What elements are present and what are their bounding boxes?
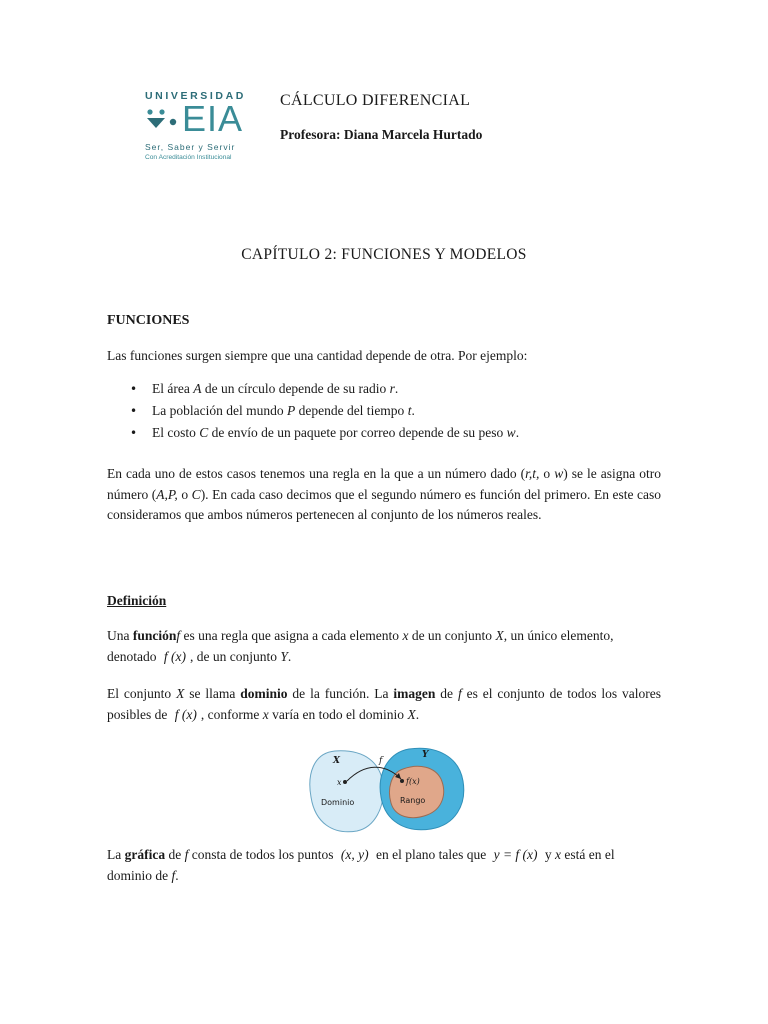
image-point	[400, 779, 404, 783]
set-y-label: Y	[422, 750, 429, 760]
arrow-label: f	[379, 756, 383, 766]
domain-point	[343, 780, 347, 784]
definition-heading: Definición	[107, 593, 167, 608]
definition-paragraph: Una funciónf es una regla que asigna a cada elemento x de un conjunto X, un único elemento, denotado f (x) , de un conjunto Y.	[107, 628, 614, 664]
math-expression: y = f (x)	[493, 847, 538, 862]
logo-name: EIA	[182, 98, 244, 139]
logo-university-text: UNIVERSIDAD	[145, 90, 246, 102]
course-title: CÁLCULO DIFERENCIAL	[280, 92, 471, 109]
section-title: FUNCIONES	[107, 313, 190, 328]
point-label: x	[337, 778, 342, 787]
list-item: • El área A de un círculo depende de su radio r.	[130, 378, 519, 400]
list-item: • La población del mundo P depende del tiempo t.	[130, 400, 519, 422]
math-expression: f (x)	[174, 706, 197, 722]
range-set	[390, 766, 444, 817]
list-item: • El costo C de envío de un paquete por correo depende de su peso w.	[130, 422, 519, 444]
university-logo	[140, 90, 255, 170]
math-expression: (x, y)	[340, 847, 369, 862]
body-paragraph: En cada uno de estos casos tenemos una regla en la que a un número dado (r,t, o w) se le asigna otro número (A,P, o C). En cada caso decimos que el segundo número es función del primero. En este caso consideramos que ambos números pertenecen al conjunto de los números reales.	[107, 466, 662, 522]
domain-paragraph: El conjunto X se llama dominio de la función. La imagen de f es el conjunto de todos los valores posibles de f (x) , conforme x varía en todo el dominio X.	[107, 686, 662, 722]
domain-label: Dominio	[321, 798, 355, 807]
chapter-title: CAPÍTULO 2: FUNCIONES Y MODELOS	[241, 246, 527, 263]
math-expression: f (x)	[163, 648, 186, 664]
function-mapping-diagram	[305, 745, 470, 837]
logo-motto: Ser, Saber y Servir	[145, 142, 236, 152]
set-x-label: X	[333, 756, 340, 766]
teacher-name: Profesora: Diana Marcela Hurtado	[280, 127, 483, 142]
range-label: Rango	[400, 796, 426, 805]
graph-paragraph: La gráfica de f consta de todos los puntos (x, y) en el plano tales que y = f (x) y x está en el dominio de f.	[107, 847, 615, 883]
image-point-label: f(x)	[406, 777, 420, 786]
examples-list	[130, 378, 519, 444]
intro-paragraph: Las funciones surgen siempre que una cantidad depende de otra. Por ejemplo:	[107, 348, 528, 363]
logo-accreditation: Con Acreditación Institucional	[145, 154, 232, 161]
domain-set	[310, 751, 383, 832]
